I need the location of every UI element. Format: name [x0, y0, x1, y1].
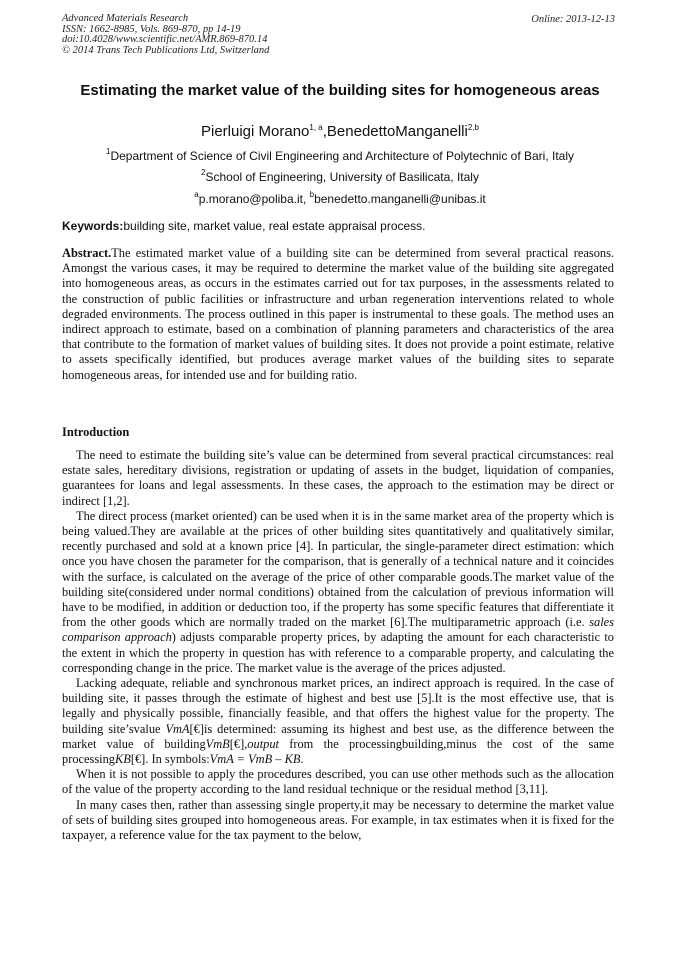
- doi-line: doi:10.4028/www.scientific.net/AMR.869-870.14: [62, 34, 268, 46]
- paragraph: [62, 676, 614, 767]
- paragraph: In many cases then, rather than assessing single property,it may be necessary to determine the market value of sets of building sites grouped into homogeneous areas. For example, in tax estimates when it is fixed for the taxpayer, a reference value for the tax payment to the below,: [62, 797, 614, 843]
- paragraph: The need to estimate the building site’s value can be determined from several practical circumstances: real estate sales, hereditary divisions, registration or updating of assets in the budget, liquidation of companies, guarantees for loans and legal assessments. In these cases, the approach to the estimation may be direct or indirect [1,2].: [62, 448, 614, 508]
- author-superscript: 1, a: [309, 123, 323, 132]
- abstract-label: Abstract.: [62, 246, 112, 260]
- author-line: [60, 123, 620, 140]
- author-emails: [60, 192, 620, 206]
- keywords-text: building site, market value, real estate appraisal process.: [123, 219, 426, 233]
- section-heading-introduction: Introduction: [62, 425, 130, 439]
- abstract: [62, 246, 614, 383]
- email-link[interactable]: benedetto.manganelli@unibas.it: [314, 192, 486, 206]
- paragraph: [62, 509, 614, 676]
- math-symbol: KB: [115, 752, 131, 767]
- affiliation-2: [60, 170, 620, 184]
- math-symbol: VmB: [205, 736, 230, 751]
- text-run: ) adjusts comparable property prices, by adapting the amount for each characteristic to the extent in which the property in question has with reference to a comparable property, and calculating the corresponding change in the price. The market value is the average of the prices adjusted.: [62, 630, 614, 675]
- affiliation-text: Department of Science of Civil Engineering and Architecture of Polytechnic of Bari, Italy: [110, 149, 575, 163]
- journal-name: Advanced Materials Research: [62, 13, 189, 24]
- text-run: [€]. In symbols:: [130, 752, 210, 767]
- email-link[interactable]: p.morano@poliba.it,: [198, 192, 310, 206]
- copyright-line: © 2014 Trans Tech Publications Ltd, Switzerland: [62, 44, 270, 56]
- italic-term: output: [247, 736, 279, 751]
- paragraph: When it is not possible to apply the procedures described, you can use other methods such as the allocation of the value of the property according to the land residual technique or the residual method [3,11].: [62, 767, 614, 797]
- author-separator: ,: [322, 123, 327, 140]
- journal-header: [62, 14, 269, 56]
- text-run: from the processingbuilding,minus the cost of the same processing: [62, 736, 614, 767]
- italic-term: sales comparison approach: [62, 615, 614, 645]
- math-symbol: VmA: [165, 721, 190, 736]
- affiliation-marker: 2: [201, 168, 206, 177]
- formula: VmA = VmB – KB: [209, 752, 301, 767]
- affiliation-marker: 1: [105, 147, 111, 156]
- abstract-text: The estimated market value of a building site can be determined from several practical reasons. Amongst the various cases, it may be required to determine the market value of the building site aggregated into homogeneous areas, as occurs in the estimates carried out for tax purposes, in the assessments related to the construction of public facilities or infrastructure and urban regeneration interventions related to whole degraded environments. The process outlined in this paper is instrumental to these goals. The method uses an indirect approach to estimate, based on a combination of planning parameters and characteristics of the area that contribute to the formation of market values of building sites. It does not provide a point estimate, relative to assets specifically identified, but produces average market values of the building sites to separate homogeneous areas, for intended use and for building ratio.: [62, 246, 614, 382]
- author-superscript: 2,b: [467, 123, 479, 132]
- author-name: Pierluigi Morano: [201, 123, 310, 140]
- keywords: [62, 219, 426, 233]
- text-run: Lacking adequate, reliable and synchronous market prices, an indirect approach is required. In the case of building site, it passes through the estimate of highest and best use [5].It is the most effective use, that is legally and physically possible, financially feasible, and that offers the highest value for the property. The building site’svalue: [62, 676, 614, 736]
- email-marker: a: [194, 190, 199, 199]
- online-date: Online: 2013-12-13: [531, 14, 615, 25]
- text-run: [€],: [229, 736, 248, 751]
- introduction-body: [62, 448, 614, 843]
- affiliation-1: [60, 149, 620, 163]
- text-run: .: [300, 752, 304, 767]
- keywords-label: Keywords:: [62, 219, 124, 233]
- affiliation-text: School of Engineering, University of Basilicata, Italy: [205, 170, 479, 184]
- paper-title: Estimating the market value of the building sites for homogeneous areas: [80, 82, 600, 99]
- author-name: BenedettoManganelli: [326, 123, 468, 140]
- issn-line: ISSN: 1662-8985, Vols. 869-870, pp 14-19: [62, 23, 241, 35]
- email-marker: b: [309, 190, 315, 199]
- text-run: [€]is determined: assuming its highest and best use, as the difference between the market value of building: [62, 721, 614, 751]
- text-run: The direct process (market oriented) can be used when it is in the same market area of the property which is being valued.They are available at the prices of other building sites quantitatively and qualitatively similar, recently purchased and sold at a known price [4]. In particular, the single-parameter direct estimation: which once you have chosen the parameter for the comparison, that is generally of a technical nature and it coincides with the surface, is calculated on the average of the price of other comparable goods.The market value of the building site(considered under normal conditions) obtained from the calculation of previous information will have to be modified, in addition or deduction too, if the property has some specific features that differentiate it from the other goods which are normally traded on the market [6].The multiparametric approach (i.e.: [62, 508, 614, 630]
